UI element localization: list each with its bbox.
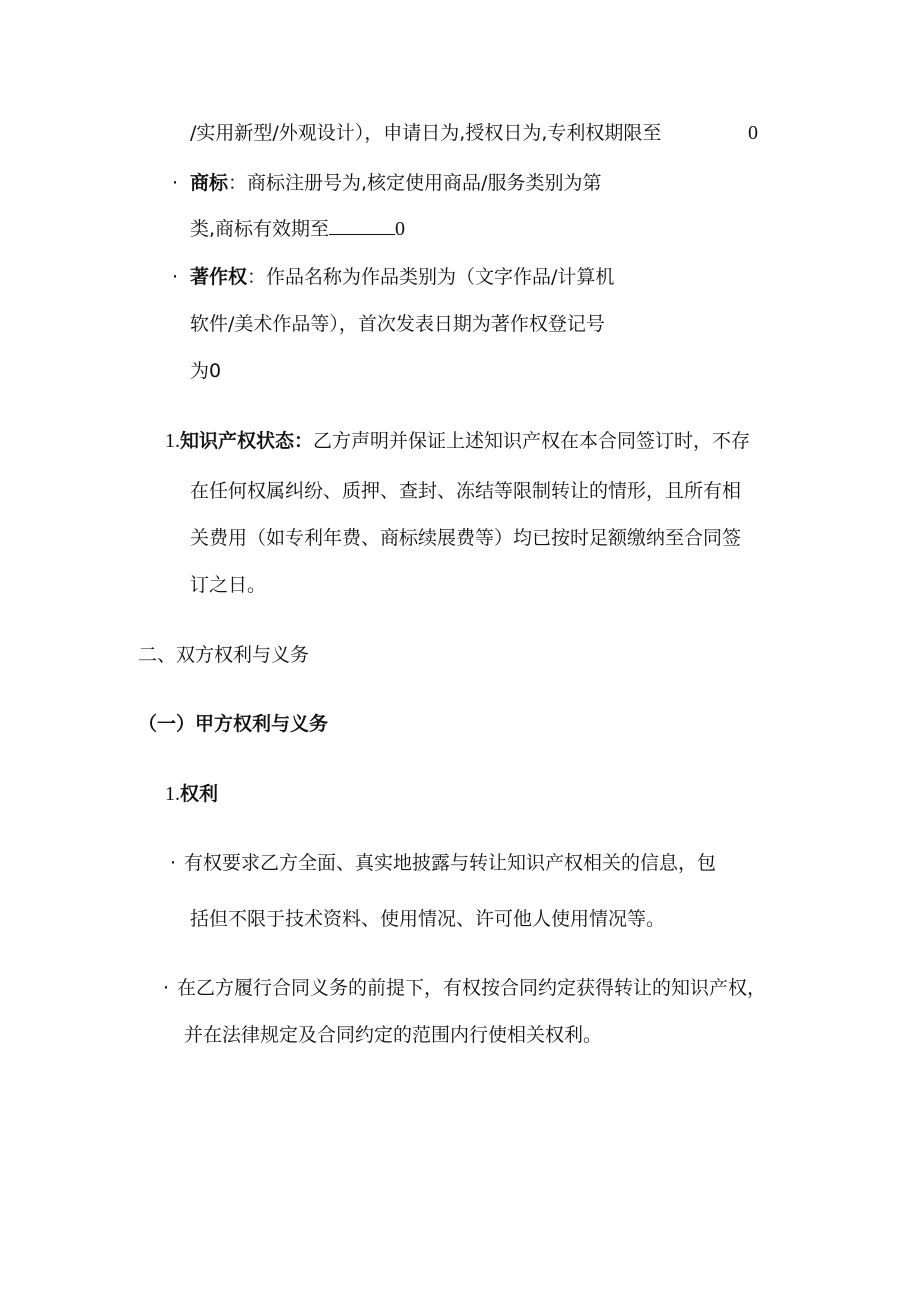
patent-line	[190, 120, 661, 146]
patent-line-end: 0	[748, 122, 758, 144]
rights-item-2-line-2: 并在法律规定及合同约定的范围内行使相关权利。	[184, 1024, 603, 1046]
trademark-expiry-blank	[329, 216, 395, 235]
trademark-text-2: 类,商标有效期至	[190, 218, 330, 240]
trademark-bullet: ·	[172, 172, 179, 194]
ip-status-number: 1.	[165, 430, 180, 452]
ip-status-line-4: 订之日。	[190, 574, 267, 596]
trademark-text-1: ：商标注册号为,核定使用商品/服务类别为第	[228, 172, 602, 194]
ip-status-label: 知识产权状态：	[180, 430, 314, 452]
copyright-line-2: 软件/美术作品等），首次发表日期为著作权登记号	[190, 313, 605, 335]
rights-item-1-bullet: ·	[170, 852, 177, 874]
ip-status-text-1: 乙方声明并保证上述知识产权在本合同签订时，不存	[313, 430, 751, 452]
copyright-line-3: 为0	[190, 360, 222, 382]
ip-status-line-2: 在任何权属纠纷、质押、查封、冻结等限制转让的情形，且所有相	[190, 480, 742, 502]
copyright-line-1	[190, 264, 614, 290]
copyright-label: 著作权	[190, 266, 248, 288]
subsection-one-title: （一）甲方权利与义务	[138, 713, 329, 735]
rights-item-1-line-2: 括但不限于技术资料、使用情况、许可他人使用情况等。	[190, 908, 666, 930]
ip-status-line-1	[165, 428, 750, 454]
section-two-title: 二、双方权利与义务	[138, 644, 310, 666]
rights-item-2-line-1: 在乙方履行合同义务的前提下，有权按合同约定获得转让的知识产权，	[177, 977, 767, 999]
patent-line-text: /实用新型/外观设计），申请日为,授权日为,专利权期限至	[190, 122, 662, 144]
rights-number: 1.	[165, 783, 180, 805]
trademark-line-1	[190, 170, 601, 196]
ip-status-line-3: 关费用（如专利年费、商标续展费等）均已按时足额缴纳至合同签	[190, 527, 742, 549]
rights-label: 权利	[180, 783, 219, 805]
rights-heading	[165, 781, 218, 807]
trademark-line-2-end: 0	[395, 218, 406, 240]
trademark-label: 商标	[190, 172, 229, 194]
copyright-bullet: ·	[172, 266, 179, 288]
rights-item-2-bullet: ·	[163, 977, 170, 999]
copyright-text-1: ：作品名称为作品类别为（文字作品/计算机	[247, 266, 615, 288]
trademark-line-2	[190, 216, 405, 242]
rights-item-1-line-1: 有权要求乙方全面、真实地披露与转让知识产权相关的信息，包	[184, 852, 717, 874]
